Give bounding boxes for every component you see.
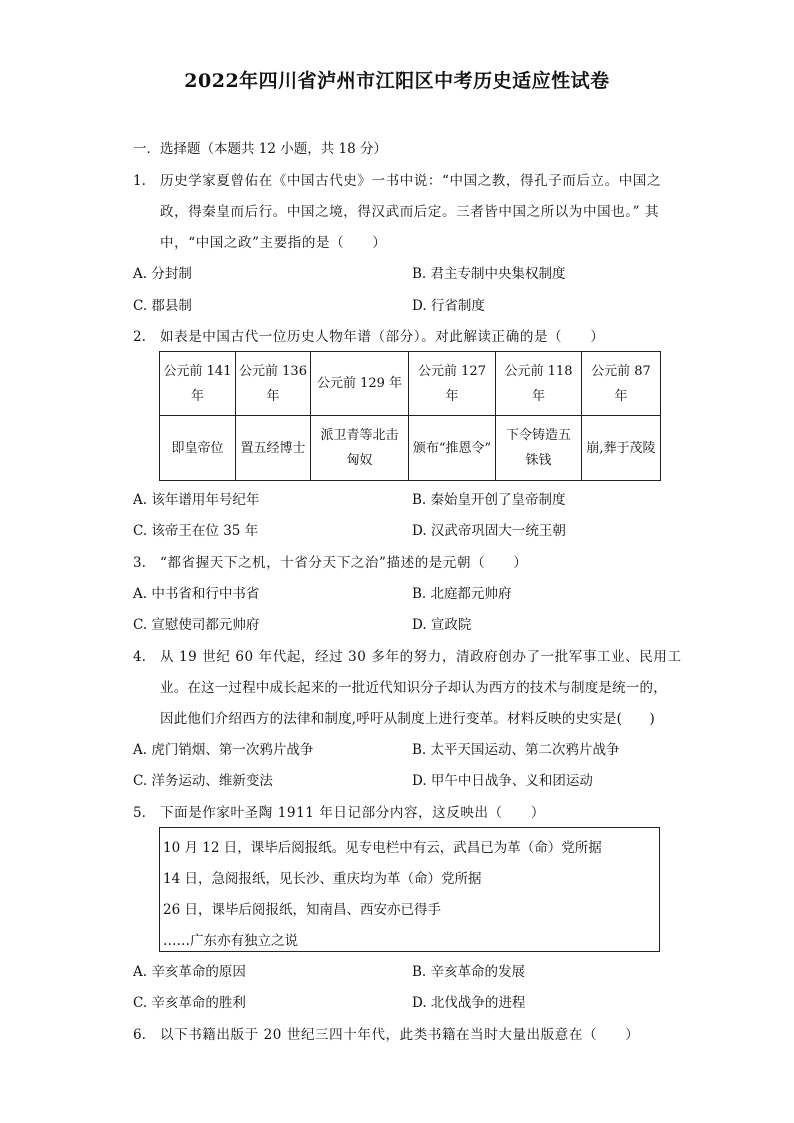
question-text: 历史学家夏曾佑在《中国古代史》一书中说：“中国之教，得孔子而后立。中国之 <box>160 173 662 189</box>
timeline-table <box>159 351 661 481</box>
question-text: 业。在这一过程中成长起来的一批近代知识分子却认为西方的技术与制度是统一的， <box>160 680 667 696</box>
question-text: 从 19 世纪 60 年代起，经过 30 多年的努力，清政府创办了一批军事工业、民用工 <box>160 649 682 665</box>
table-row <box>160 416 661 481</box>
question-number: 5. <box>133 805 146 821</box>
option-c[interactable]: C. 该帝王在位 35 年 <box>133 523 259 539</box>
question-number: 6. <box>133 1027 146 1043</box>
option-d[interactable]: D. 北伐战争的进程 <box>412 995 526 1011</box>
question-number: 3. <box>133 555 146 571</box>
question-text: 因此他们介绍西方的法律和制度,呼吁从制度上进行变革。材料反映的史实是( ) <box>160 711 655 727</box>
option-c[interactable]: C. 宣慰使司都元帅府 <box>133 617 260 633</box>
option-b[interactable]: B. 太平天国运动、第二次鸦片战争 <box>412 742 620 758</box>
table-cell: 公元前 118 年 <box>496 352 582 416</box>
option-b[interactable]: B. 辛亥革命的发展 <box>412 964 526 980</box>
diary-line: 10 月 12 日，课毕后阅报纸。见专电栏中有云，武昌已为革（命）党所据 <box>163 840 602 856</box>
option-b[interactable]: B. 北庭都元帅府 <box>412 586 512 602</box>
table-row <box>160 352 661 416</box>
option-a[interactable]: A. 分封制 <box>133 266 192 282</box>
diary-excerpt-box <box>159 827 660 952</box>
option-c[interactable]: C. 洋务运动、维新变法 <box>133 773 273 789</box>
table-cell: 下令铸造五 铢钱 <box>496 416 582 481</box>
page-title: 2022年四川省泸州市江阳区中考历史适应性试卷 <box>184 70 610 92</box>
section-heading: 一．选择题（本题共 12 小题，共 18 分） <box>133 141 388 157</box>
option-d[interactable]: D. 甲午中日战争、义和团运动 <box>412 773 593 789</box>
option-b[interactable]: B. 秦始皇开创了皇帝制度 <box>412 492 566 508</box>
question-text: 政，得秦皇而后行。中国之境，得汉武而后定。三者皆中国之所以为中国也。” 其 <box>160 204 660 220</box>
question-text: “都省握天下之机，十省分天下之治”描述的是元朝（ ） <box>160 555 528 571</box>
option-d[interactable]: D. 行省制度 <box>412 298 485 314</box>
diary-line: 14 日，急阅报纸，见长沙、重庆均为革（命）党所据 <box>163 871 482 887</box>
table-cell: 公元前 129 年 <box>311 352 409 416</box>
diary-line: 26 日，课毕后阅报纸，知南昌、西安亦已得手 <box>163 902 441 918</box>
question-number: 1. <box>133 173 146 189</box>
question-text: 如表是中国古代一位历史人物年谱（部分）。对此解读正确的是（ ） <box>160 329 605 345</box>
question-text: 以下书籍出版于 20 世纪三四十年代，此类书籍在当时大量出版意在（ ） <box>160 1027 640 1043</box>
table-cell: 置五经博士 <box>236 416 311 481</box>
question-text: 下面是作家叶圣陶 1911 年日记部分内容，这反映出（ ） <box>160 805 545 821</box>
table-cell: 崩,葬于茂陵 <box>582 416 661 481</box>
option-c[interactable]: C. 辛亥革命的胜利 <box>133 995 246 1011</box>
question-text: 中，“中国之政”主要指的是（ ） <box>160 235 387 251</box>
table-cell: 颁布“推恩令” <box>409 416 496 481</box>
option-a[interactable]: A. 该年谱用年号纪年 <box>133 492 260 508</box>
table-cell: 公元前 127 年 <box>409 352 496 416</box>
table-cell: 公元前 141 年 <box>160 352 236 416</box>
option-a[interactable]: A. 辛亥革命的原因 <box>133 964 246 980</box>
option-d[interactable]: D. 汉武帝巩固大一统王朝 <box>412 523 566 539</box>
table-cell: 即皇帝位 <box>160 416 236 481</box>
option-b[interactable]: B. 君主专制中央集权制度 <box>412 266 566 282</box>
option-a[interactable]: A. 中书省和行中书省 <box>133 586 260 602</box>
diary-line: ……广东亦有独立之说 <box>163 933 298 949</box>
table-cell: 公元前 136 年 <box>236 352 311 416</box>
table-cell: 派卫青等北击 匈奴 <box>311 416 409 481</box>
option-c[interactable]: C. 郡县制 <box>133 298 192 314</box>
option-d[interactable]: D. 宣政院 <box>412 617 472 633</box>
question-number: 4. <box>133 649 146 665</box>
table-cell: 公元前 87 年 <box>582 352 661 416</box>
option-a[interactable]: A. 虎门销烟、第一次鸦片战争 <box>133 742 314 758</box>
question-number: 2. <box>133 329 146 345</box>
